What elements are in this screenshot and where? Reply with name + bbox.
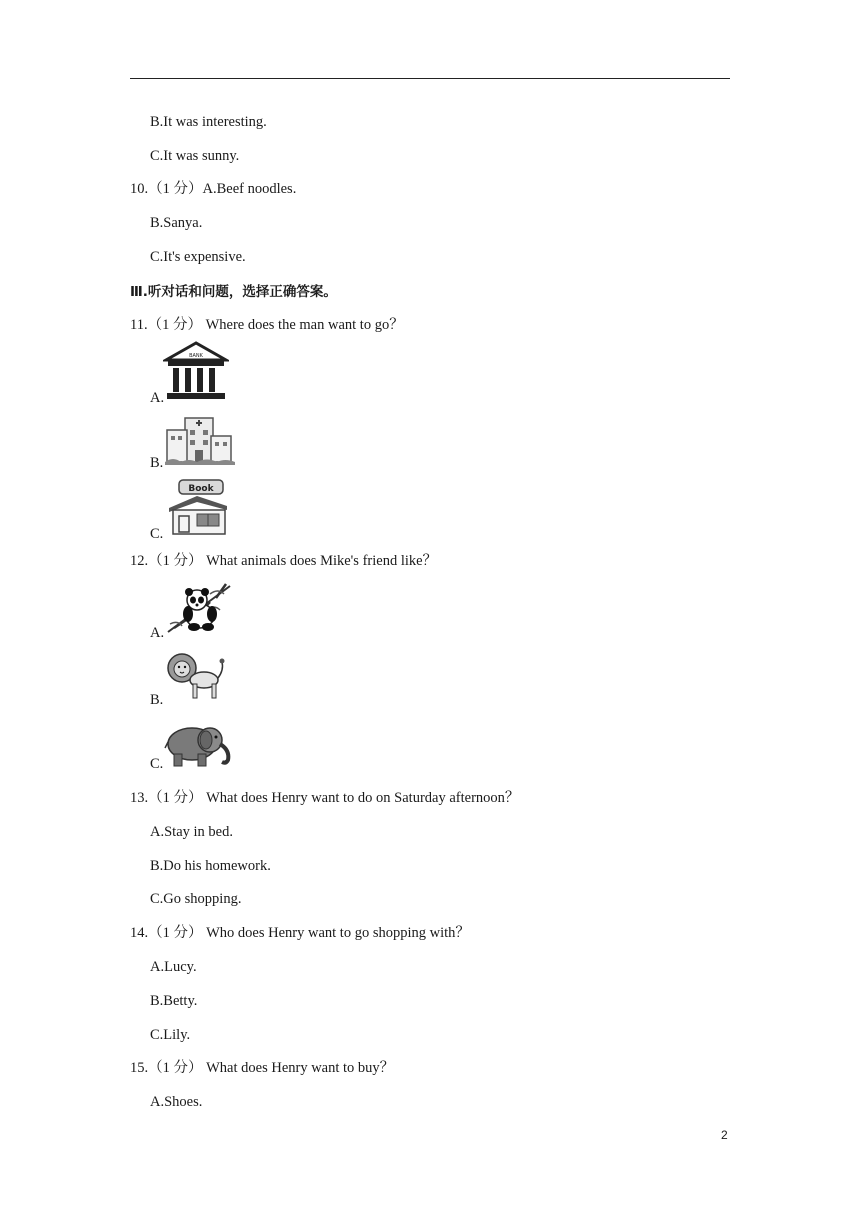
page-number: 2 — [721, 1128, 728, 1142]
bookstore-sign: Book — [188, 484, 214, 494]
q12-option-c: C. — [150, 756, 164, 772]
elephant-icon — [164, 720, 234, 768]
q9-option-c: C.It was sunny. — [150, 148, 240, 164]
q11-option-b: B. — [150, 455, 164, 471]
q15-option-a: A.Shoes. — [150, 1094, 203, 1110]
q10-option-c: C.It's expensive. — [150, 249, 246, 265]
q14-option-c: C.Lily. — [150, 1027, 191, 1043]
q10-stem: 10.（1 分）A.Beef noodles. — [130, 181, 297, 197]
header-rule — [130, 78, 730, 79]
q11-stem: 11.（1 分） Where does the man want to go？ — [130, 317, 404, 333]
q11-option-a: A. — [150, 390, 165, 406]
q12-stem: 12.（1 分） What animals does Mike's friend like？ — [130, 553, 438, 569]
bank-sign: BANK — [189, 353, 203, 359]
q13-option-b: B.Do his homework. — [150, 858, 271, 874]
q15-stem: 15.（1 分） What does Henry want to buy？ — [130, 1060, 395, 1076]
q12-option-b: B. — [150, 692, 164, 708]
panda-icon — [166, 580, 232, 636]
q11-option-c: C. — [150, 526, 164, 542]
q13-stem: 13.（1 分） What does Henry want to do on Saturday afternoon？ — [130, 790, 520, 806]
q14-option-b: B.Betty. — [150, 993, 198, 1009]
q14-option-a: A.Lucy. — [150, 959, 197, 975]
q13-option-a: A.Stay in bed. — [150, 824, 233, 840]
bank-building-icon — [163, 340, 229, 402]
bookstore-building-icon — [165, 476, 229, 538]
section-3-heading: Ⅲ.听对话和问题，选择正确答案。 — [130, 284, 337, 300]
q9-option-b: B.It was interesting. — [150, 114, 267, 130]
q10-option-b: B.Sanya. — [150, 215, 203, 231]
q12-option-a: A. — [150, 625, 165, 641]
q13-option-c: C.Go shopping. — [150, 891, 242, 907]
q14-stem: 14.（1 分） Who does Henry want to go shopping with？ — [130, 925, 470, 941]
lion-icon — [166, 650, 228, 702]
hospital-building-icon — [163, 412, 237, 466]
